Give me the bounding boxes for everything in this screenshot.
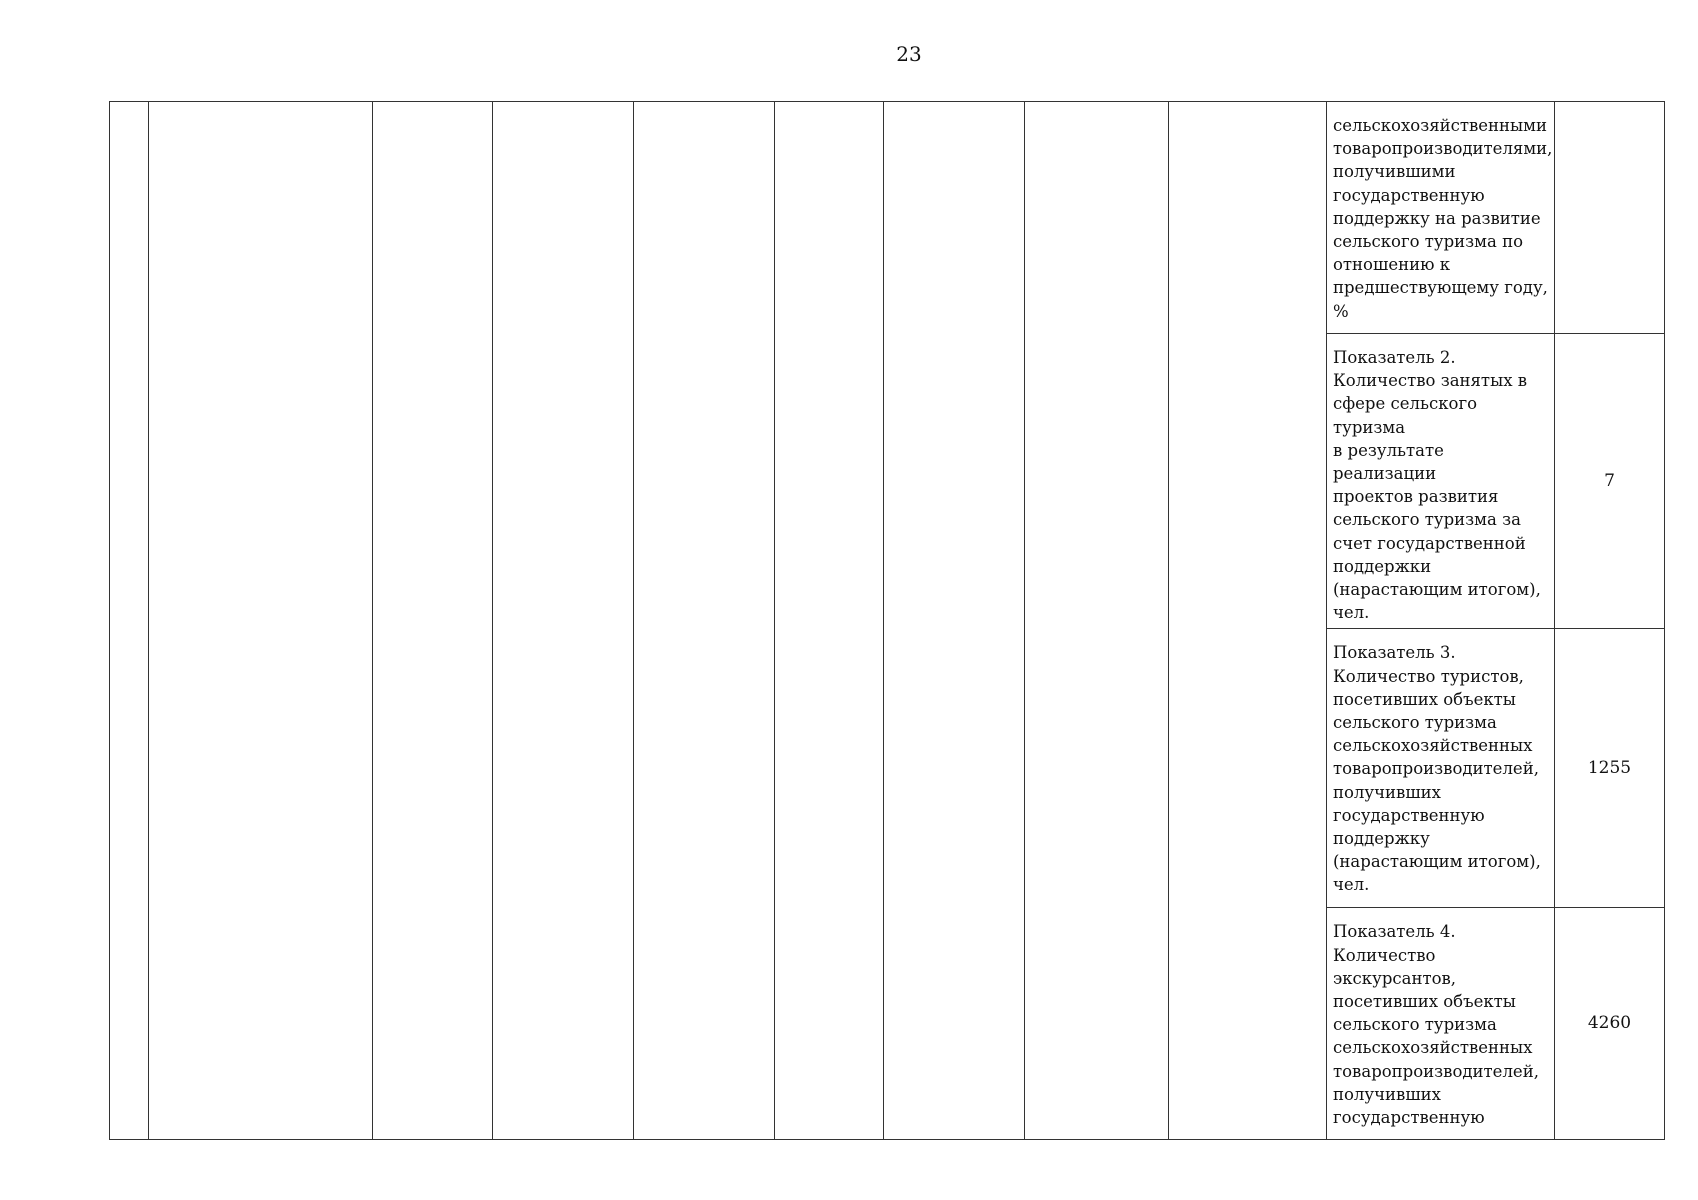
indicator-cell: Показатель 3. Количество туристов, посетивших объекты сельского туризма сельскохозяйственных товаропроизводителей, получивших государственную поддержку (нарастающим итогом), чел. — [1327, 629, 1555, 908]
empty-cell-col-4 — [493, 102, 634, 1140]
data-table — [109, 101, 1665, 1140]
indicator-cell: Показатель 2. Количество занятых в сфере сельского туризма в результате реализации проектов развития сельского туризма за счет государственной поддержки (нарастающим итогом), чел. — [1327, 334, 1555, 629]
value-cell — [1555, 102, 1665, 334]
value-cell: 4260 — [1555, 908, 1665, 1140]
page-number: 23 — [896, 42, 922, 66]
value-cell: 7 — [1555, 334, 1665, 629]
indicator-cell: сельскохозяйственными товаропроизводителями, получившими государственную поддержку на развитие сельского туризма по отношению к предшествующему году, % — [1327, 102, 1555, 334]
empty-cell-col-9 — [1169, 102, 1327, 1140]
indicator-cell: Показатель 4. Количество экскурсантов, посетивших объекты сельского туризма сельскохозяйственных товаропроизводителей, получивших государственную — [1327, 908, 1555, 1140]
empty-cell-col-1 — [110, 102, 149, 1140]
empty-cell-col-2 — [149, 102, 373, 1140]
empty-cell-col-8 — [1025, 102, 1169, 1140]
empty-cell-col-5 — [634, 102, 775, 1140]
table-row — [110, 102, 1665, 334]
empty-cell-col-3 — [373, 102, 493, 1140]
value-cell: 1255 — [1555, 629, 1665, 908]
empty-cell-col-6 — [775, 102, 884, 1140]
empty-cell-col-7 — [884, 102, 1025, 1140]
